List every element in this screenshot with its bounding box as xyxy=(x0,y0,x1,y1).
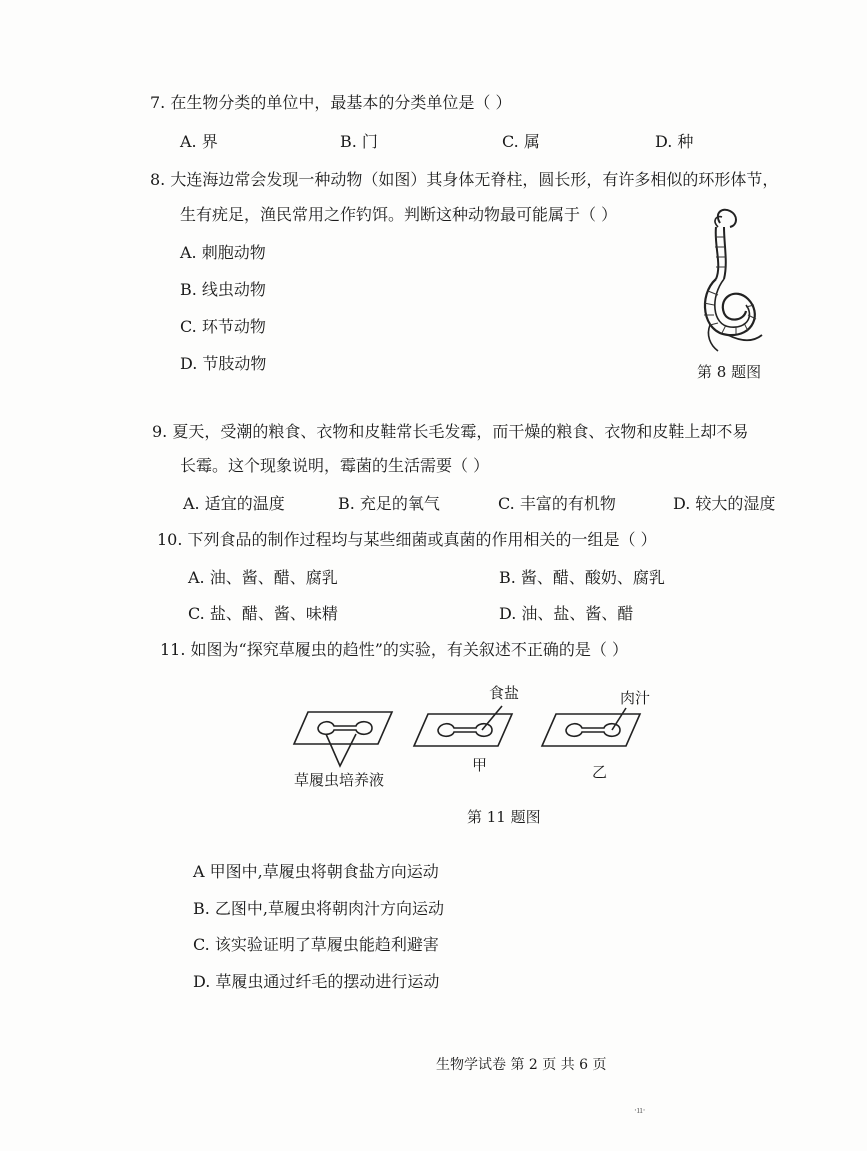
q9-option-c: C. 丰富的有机物 xyxy=(498,494,616,513)
q7-option-a: A. 界 xyxy=(180,132,218,151)
q10-option-b: B. 酱、醋、酸奶、腐乳 xyxy=(499,568,665,587)
q8-figure-caption: 第 8 题图 xyxy=(697,363,762,381)
q8-stem-line2: 生有疣足，渔民常用之作钓饵。判断这种动物最可能属于（ ） xyxy=(180,205,618,224)
q8-stem-line1: 8. 大连海边常会发现一种动物（如图）其身体无脊柱，圆长形，有许多相似的环形体节， xyxy=(150,170,779,189)
label-salt: 食盐 xyxy=(489,684,520,702)
page-footer: 生物学试卷 第 2 页 共 6 页 xyxy=(436,1057,607,1073)
q9-option-a: A. 适宜的温度 xyxy=(183,494,285,513)
label-yi: 乙 xyxy=(592,763,608,781)
q11-stem: 11. 如图为“探究草履虫的趋性”的实验，有关叙述不正确的是（ ） xyxy=(160,640,628,659)
q11-option-c: C. 该实验证明了草履虫能趋利避害 xyxy=(193,935,439,954)
q10-option-a: A. 油、酱、醋、腐乳 xyxy=(188,568,338,587)
q8-option-a: A. 刺胞动物 xyxy=(180,243,266,262)
q8-option-d: D. 节肢动物 xyxy=(180,354,267,373)
q7-option-d: D. 种 xyxy=(655,132,694,151)
q11-figure-caption: 第 11 题图 xyxy=(467,808,541,826)
q11-option-b: B. 乙图中,草履虫将朝肉汁方向运动 xyxy=(193,899,445,918)
q9-option-d: D. 较大的湿度 xyxy=(673,494,776,513)
q10-option-c: C. 盐、醋、酱、味精 xyxy=(188,604,338,623)
q11-option-a: A 甲图中,草履虫将朝食盐方向运动 xyxy=(193,862,439,881)
q10-option-d: D. 油、盐、酱、醋 xyxy=(499,604,634,623)
worm-illustration xyxy=(688,205,768,355)
q10-stem: 10. 下列食品的制作过程均与某些细菌或真菌的作用相关的一组是（ ） xyxy=(157,530,657,549)
q8-option-b: B. 线虫动物 xyxy=(180,280,266,299)
q7-option-b: B. 门 xyxy=(340,132,378,151)
label-jia: 甲 xyxy=(472,756,488,774)
q8-option-c: C. 环节动物 xyxy=(180,317,266,336)
label-culture-fluid: 草履虫培养液 xyxy=(294,771,385,789)
q9-stem-line2: 长霉。这个现象说明，霉菌的生活需要（ ） xyxy=(180,456,490,475)
corner-mark: ·ıı· xyxy=(634,1106,646,1116)
q9-option-b: B. 充足的氧气 xyxy=(338,494,440,513)
q9-stem-line1: 9. 夏天，受潮的粮食、衣物和皮鞋常长毛发霉，而干燥的粮食、衣物和皮鞋上却不易 xyxy=(152,422,749,441)
q7-option-c: C. 属 xyxy=(502,132,540,151)
q11-option-d: D. 草履虫通过纤毛的摆动进行运动 xyxy=(193,972,440,991)
label-meat-juice: 肉汁 xyxy=(620,689,651,707)
q7-stem: 7. 在生物分类的单位中，最基本的分类单位是（ ） xyxy=(150,93,512,112)
